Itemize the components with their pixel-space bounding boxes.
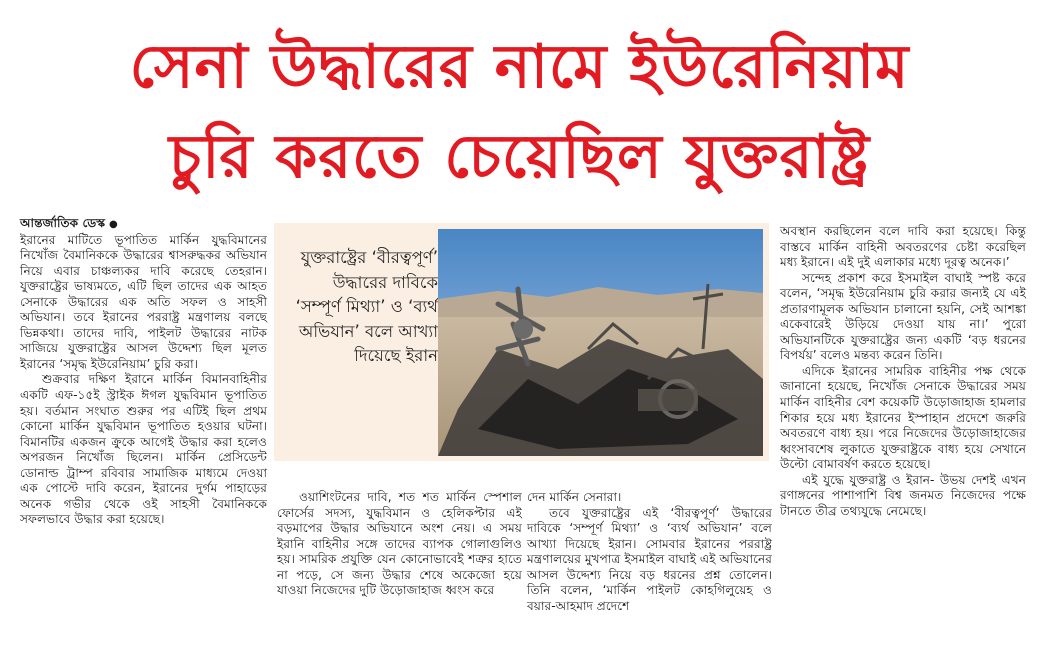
col4-paragraph-4: এই যুদ্ধে যুক্তরাষ্ট্র ও ইরান- উভয় দেশই এখন রণাঙ্গনের পাশাপাশি বিশ্ব জনমত নিজেদের পক্ষে টানতে তীব্র তথ্যযুদ্ধে নেমেছে।	[780, 472, 1026, 518]
pull-quote: যুক্তরাষ্ট্রের ‘বীরত্বপূর্ণ’ উদ্ধারের দাবিকে ‘সম্পূর্ণ মিথ্যা’ ও ‘ব্যর্থ অভিযান’ বলে আখ্যা দিয়েছে ইরান	[295, 248, 438, 365]
column-2-lower	[277, 490, 522, 599]
dateline-row	[20, 216, 267, 233]
dateline: আন্তর্জাতিক ডেস্ক	[20, 216, 106, 230]
col4-paragraph-1: অবস্থান করছিলেন বলে দাবি করা হয়েছে। কিন্তু বাস্তবে মার্কিন বাহিনী অবতরণের চেষ্টা করেছিল মধ্য ইরানে। এই দুই এলাকার মধ্যে দূরত্ব অনেক।’	[780, 224, 1026, 270]
aircraft-wreckage-photo	[438, 229, 763, 456]
headline-line-1: সেনা উদ্ধারের নামে ইউরেনিয়াম	[129, 32, 910, 102]
col2-paragraph: ওয়াশিংটনের দাবি, শত শত মার্কিন স্পেশাল ফোর্সের সদস্য, যুদ্ধবিমান ও হেলিকপ্টার এই বড়মাপের উদ্ধার অভিযানে অংশ নেয়। এ সময় ইরানি বাহিনীর সঙ্গে তাদের ব্যাপক গোলাগুলিও হয়। সামরিক প্রযুক্তি যেন কোনোভাবেই শত্রুর হাতে না পড়ে, সে জন্য উদ্ধার শেষে অকেজো হয়ে যাওয়া নিজেদের দুটি উড়োজাহাজ ধ্বংস করে	[277, 490, 522, 598]
column-4	[780, 224, 1026, 519]
col1-paragraph-1: ইরানের মাটিতে ভূপাতিত মার্কিন যুদ্ধবিমানের নিখোঁজ বৈমানিককে উদ্ধারের শ্বাসরুদ্ধকর অভিযান নিয়ে এবার চাঞ্চল্যকর দাবি করেছে তেহরান। যুক্তরাষ্ট্রের ভাষ্যমতে, এটি ছিল তাদের এক আহত সেনাকে উদ্ধারের এক অতি সফল ও সাহসী অভিযান। তবে ইরানের পররাষ্ট্র মন্ত্রণালয় বলছে ভিন্নকথা। তাদের দাবি, পাইলট উদ্ধারের নাটক সাজিয়ে যুক্তরাষ্ট্রের আসল উদ্দেশ্য ছিল মূলত ইরানের ‘সমৃদ্ধ ইউরেনিয়াম’ চুরি করা।	[20, 232, 267, 371]
bullet-icon: ●	[109, 219, 118, 230]
col4-paragraph-2: সন্দেহ প্রকাশ করে ইসমাইল বাঘাই স্পষ্ট করে বলেন, ‘সমৃদ্ধ ইউরেনিয়াম চুরি করার জন্যই যে এই প্রতারণামূলক অভিযান চালানো হয়নি, সেই আশঙ্কা একেবারেই উড়িয়ে দেওয়া যায় না।’ পুরো অভিযানটিকে যুক্তরাষ্ট্রের জন্য একটি ‘বড় ধরনের বিপর্যয়’ বলেও মন্তব্য করেন তিনি।	[780, 270, 1026, 363]
col3-paragraph-1: দেন মার্কিন সেনারা।	[527, 490, 622, 504]
column-3-lower	[527, 490, 772, 614]
headline	[0, 22, 1039, 202]
col3-paragraph-2: তবে যুক্তরাষ্ট্রের এই ‘বীরত্বপূর্ণ’ উদ্ধারের দাবিকে ‘সম্পূর্ণ মিথ্যা’ ও ‘ব্যর্থ অভিযান’ বলে আখ্যা দিয়েছে ইরান। সোমবার ইরানের পররাষ্ট্র মন্ত্রণালয়ের মুখপাত্র ইসমাইল বাঘাই এই অভিযানের আসল উদ্দেশ্য নিয়ে বড় ধরনের প্রশ্ন তোলেন। তিনি বলেন, ‘মার্কিন পাইলট কোহগিলুয়েহ ও বয়ার-আহমাদ প্রদেশে	[527, 505, 772, 613]
top-border	[0, 0, 1039, 8]
col4-paragraph-3: এদিকে ইরানের সামরিক বাহিনীর পক্ষ থেকে জানানো হয়েছে, নিখোঁজ সেনাকে উদ্ধারের সময় মার্কিন বাহিনীর বেশ কয়েকটি উড়োজাহাজ হামলার শিকার হয়ে মধ্য ইরানের ইস্পাহান প্রদেশে জরুরি অবতরণে বাধ্য হয়। পরে নিজেদের উড়োজাহাজের ধ্বংসাবশেষ লুকাতে যুক্তরাষ্ট্রকে বাধ্য হয়ে সেখানে উল্টো বোমাবর্ষণ করতে হয়েছে।	[780, 363, 1026, 472]
col1-paragraph-2: শুক্রবার দক্ষিণ ইরানে মার্কিন বিমানবাহিনীর একটি এফ-১৫ই স্ট্রাইক ঈগল যুদ্ধবিমান ভূপাতিত হয়। বর্তমান সংঘাত শুরুর পর এটিই ছিল প্রথম কোনো মার্কিন যুদ্ধবিমান ভূপাতিত হওয়ার ঘটনা। বিমানটির একজন ক্রুকে আগেই উদ্ধার করা হলেও অপরজন নিখোঁজ ছিলেন। মার্কিন প্রেসিডেন্ট ডোনাল্ড ট্রাম্প রবিবার সামাজিক মাধ্যমে দেওয়া এক পোস্টে দাবি করেন, ইরানের দুর্গম পাহাড়ের অনেক গভীর থেকে ওই সাহসী বৈমানিককে সফলভাবে উদ্ধার করা হয়েছে।	[20, 372, 267, 527]
headline-line-2: চুরি করতে চেয়েছিল যুক্তরাষ্ট্র	[168, 122, 871, 192]
column-1	[20, 216, 267, 528]
